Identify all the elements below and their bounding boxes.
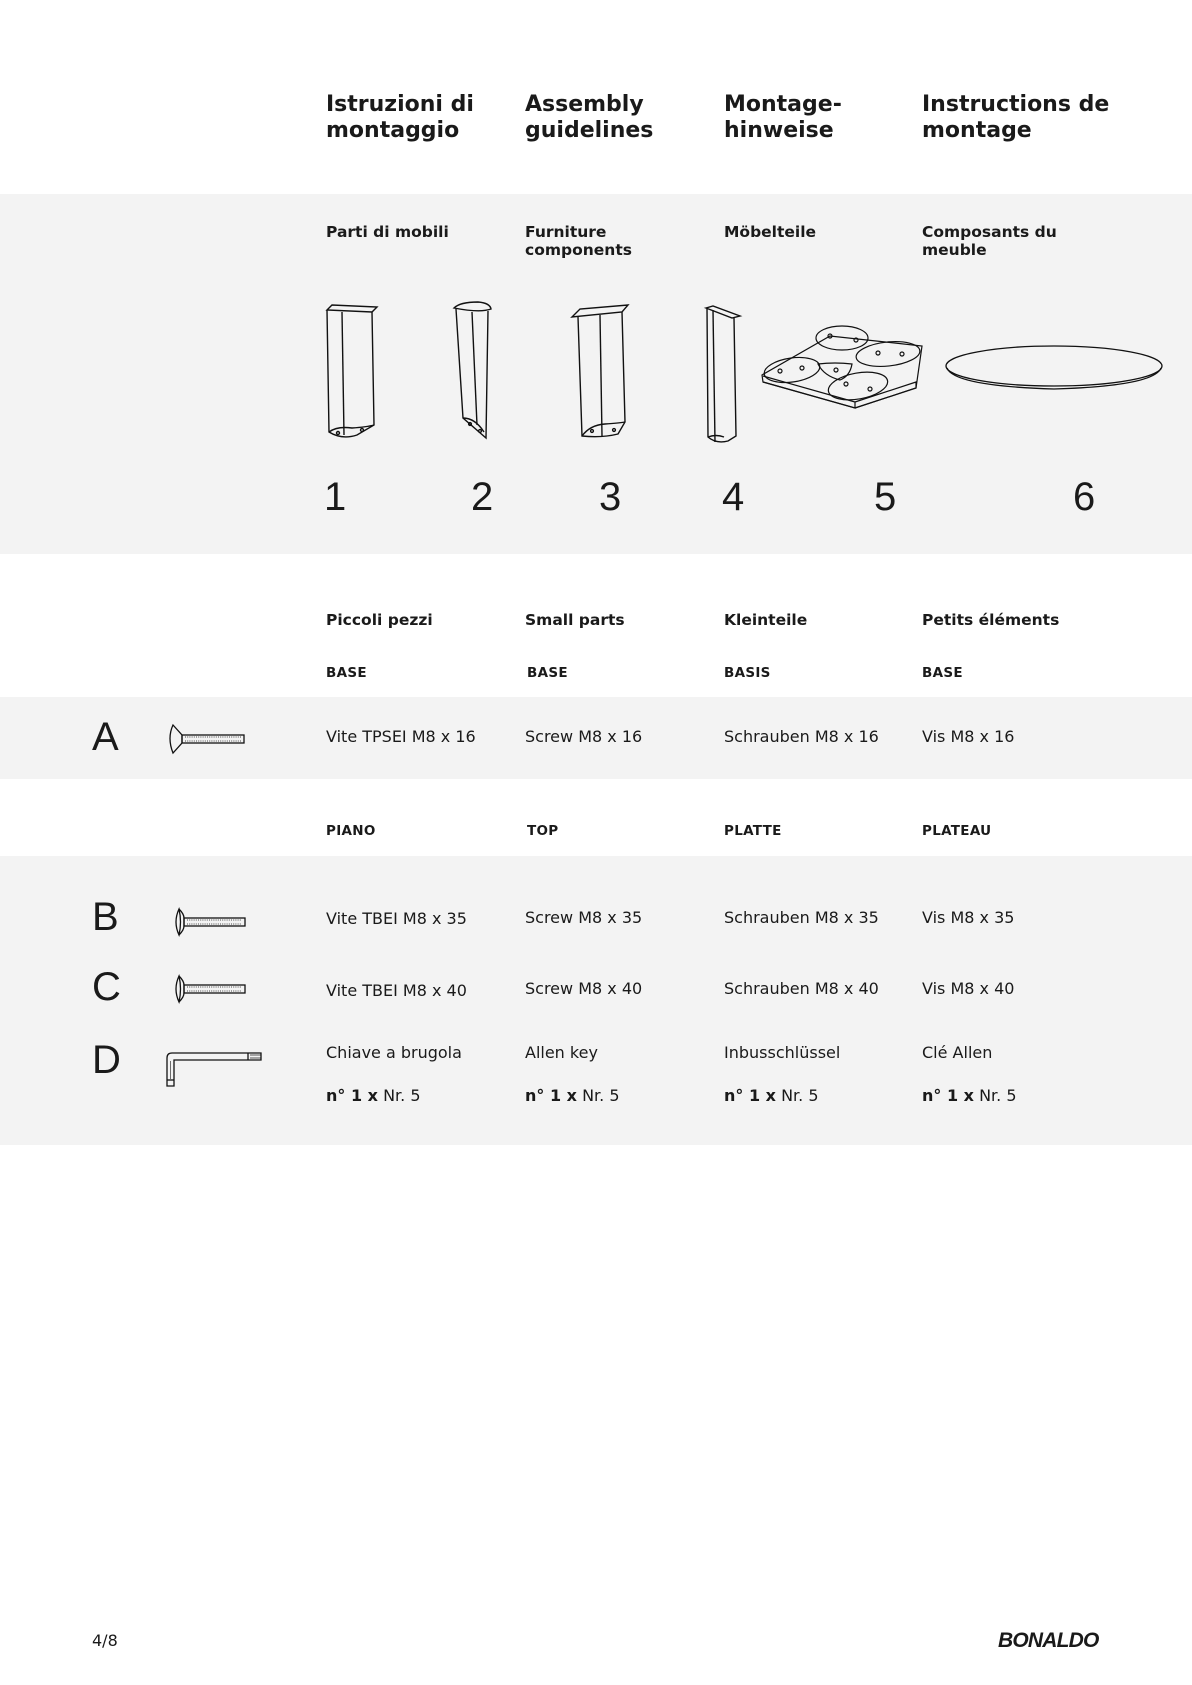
leg-2-icon [450, 300, 495, 445]
leg-3-icon [570, 300, 632, 445]
furniture-heading-it: Parti di mobili [326, 223, 449, 241]
base-plate-5-icon [760, 318, 925, 410]
part-number-4: 4 [722, 475, 745, 519]
quantity-prefix: n° 1 x [724, 1086, 776, 1105]
part-number-6: 6 [1073, 475, 1096, 519]
base-label-it: BASE [326, 665, 367, 681]
round-head-screw-icon [172, 908, 247, 936]
item-d-text-de: Inbusschlüssel [724, 1043, 841, 1062]
item-a-text-fr: Vis M8 x 16 [922, 727, 1015, 746]
top-label-it: PIANO [326, 823, 376, 839]
item-a-text-en: Screw M8 x 16 [525, 727, 643, 746]
item-b-text-en: Screw M8 x 35 [525, 908, 643, 927]
top-label-en: TOP [527, 823, 559, 839]
brand-logo: BONALDO [998, 1629, 1099, 1652]
quantity-prefix: n° 1 x [922, 1086, 974, 1105]
item-letter-b: B [92, 895, 119, 939]
title-de: Montage- hinweise [724, 92, 842, 143]
allen-key-icon [164, 1050, 264, 1090]
title-en: Assembly guidelines [525, 92, 654, 143]
top-label-de: PLATTE [724, 823, 782, 839]
small-parts-heading-fr: Petits éléments [922, 611, 1060, 629]
small-parts-heading-it: Piccoli pezzi [326, 611, 433, 629]
base-label-fr: BASE [922, 665, 963, 681]
furniture-heading-en: Furniture components [525, 223, 632, 259]
item-letter-d: D [92, 1038, 121, 1082]
item-c-text-it: Vite TBEI M8 x 40 [326, 981, 467, 1000]
page-number: 4/8 [92, 1631, 118, 1650]
quantity-prefix: n° 1 x [326, 1086, 378, 1105]
furniture-heading-fr: Composants du meuble [922, 223, 1057, 259]
small-parts-heading-de: Kleinteile [724, 611, 808, 629]
part-number-2: 2 [471, 475, 494, 519]
part-number-1: 1 [324, 475, 347, 519]
quantity-suffix: Nr. 5 [979, 1086, 1017, 1105]
key-quantity-it [326, 1086, 421, 1106]
part-number-5: 5 [874, 475, 897, 519]
leg-1-icon [322, 300, 382, 445]
item-a-text-de: Schrauben M8 x 16 [724, 727, 879, 746]
item-d-text-it: Chiave a brugola [326, 1043, 462, 1062]
leg-4-icon [704, 304, 746, 449]
quantity-suffix: Nr. 5 [383, 1086, 421, 1105]
key-quantity-de [724, 1086, 819, 1106]
title-it: Istruzioni di montaggio [326, 92, 474, 143]
countersunk-screw-icon [165, 723, 247, 755]
item-a-text-it: Vite TPSEI M8 x 16 [326, 727, 476, 746]
item-b-text-fr: Vis M8 x 35 [922, 908, 1015, 927]
item-d-text-en: Allen key [525, 1043, 598, 1062]
furniture-heading-de: Möbelteile [724, 223, 817, 241]
quantity-suffix: Nr. 5 [781, 1086, 819, 1105]
item-letter-a: A [92, 715, 119, 759]
title-fr: Instructions de montage [922, 92, 1110, 143]
item-c-text-fr: Vis M8 x 40 [922, 979, 1015, 998]
top-label-fr: PLATEAU [922, 823, 992, 839]
table-top-6-icon [944, 344, 1164, 394]
small-parts-heading-en: Small parts [525, 611, 625, 629]
item-d-text-fr: Clé Allen [922, 1043, 993, 1062]
base-label-de: BASIS [724, 665, 771, 681]
part-number-3: 3 [599, 475, 622, 519]
key-quantity-fr [922, 1086, 1017, 1106]
quantity-prefix: n° 1 x [525, 1086, 577, 1105]
item-b-text-it: Vite TBEI M8 x 35 [326, 909, 467, 928]
round-head-screw-icon [172, 975, 247, 1003]
quantity-suffix: Nr. 5 [582, 1086, 620, 1105]
item-letter-c: C [92, 965, 121, 1009]
key-quantity-en [525, 1086, 620, 1106]
item-b-text-de: Schrauben M8 x 35 [724, 908, 879, 927]
base-label-en: BASE [527, 665, 568, 681]
item-c-text-de: Schrauben M8 x 40 [724, 979, 879, 998]
item-c-text-en: Screw M8 x 40 [525, 979, 643, 998]
